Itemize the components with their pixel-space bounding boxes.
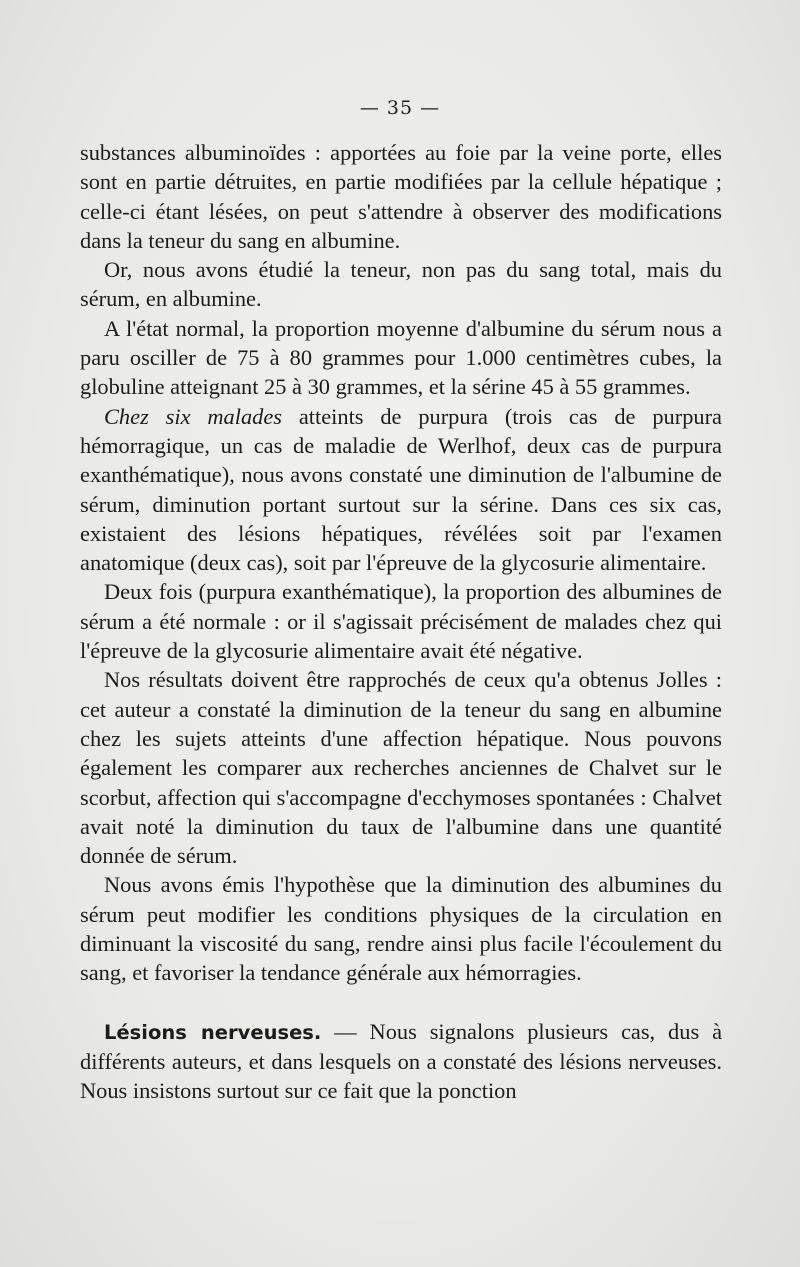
section-heading: Lésions nerveuses. xyxy=(104,1020,322,1044)
paragraph-hypothese: Nous avons émis l'hypothèse que la diminution des albumines du sérum peut modifier les conditions physiques de la circulation en diminuant la viscosité du sang, rendre ainsi plus facile l'écoulement du sang, et favoriser la tendance générale aux hémorragies. xyxy=(80,872,722,986)
paragraph-serum: Or, nous avons étudié la teneur, non pas du sang total, mais du sérum, en albumine. xyxy=(80,257,722,312)
paragraph-six-malades xyxy=(80,402,722,578)
paragraph-resultats: Nos résultats doivent être rapprochés de ceux qu'a obtenus Jolles : cet auteur a constaté la diminution de la teneur du sang en albumine chez les sujets atteints d'une affection hépatique. Nous pouvons également les comparer aux recherches anciennes de Chalvet sur le scorbut, affection qui s'accompagne d'ecchymoses spontanées : Chalvet avait noté la diminution du taux de l'albumine dans une quantité donnée de sérum. xyxy=(80,667,722,869)
page-number: — 35 — xyxy=(359,97,441,119)
paragraph-deux-fois: Deux fois (purpura exanthématique), la proportion des albumines de sérum a été normale : or il s'agissait précisément de malades chez qui l'épreuve de la glycosurie alimentaire avait été négative. xyxy=(80,579,722,664)
paragraph-albuminoides: substances albuminoïdes : apportées au foie par la veine porte, elles sont en partie détruites, en partie modifiées par la cellule hépatique ; celle-ci étant lésées, on peut s'attendre à observer des modifications dans la teneur du sang en albumine. xyxy=(80,140,722,253)
italic-phrase: Chez six malades xyxy=(104,403,282,429)
page-body xyxy=(80,138,722,1106)
paragraph-lesions-nerveuses xyxy=(80,1017,722,1106)
paragraph-etat-normal: A l'état normal, la proportion moyenne d'albumine du sérum nous a paru osciller de 75 à 80 grammes pour 1.000 centimètres cubes, la globuline atteignant 25 à 30 grammes, et la sérine 45 à 55 grammes. xyxy=(80,315,722,400)
paragraph-six-malades-text: atteints de purpura (trois cas de purpura hémorragique, un cas de maladie de Werlhof, deux cas de purpura exanthématique), nous avons constaté une diminution de l'albumine de sérum, diminution portant surtout sur la sérine. Dans ces six cas, existaient des lésions hépatiques, révélées soit par l'examen anatomique (deux cas), soit par l'épreuve de la glycosurie alimentaire. xyxy=(80,403,722,576)
section-text: — Nous signalons plusieurs cas, dus à différents auteurs, et dans lesquels on a constaté des lésions nerveuses. Nous insistons surtout sur ce fait que la ponction xyxy=(80,1018,723,1104)
